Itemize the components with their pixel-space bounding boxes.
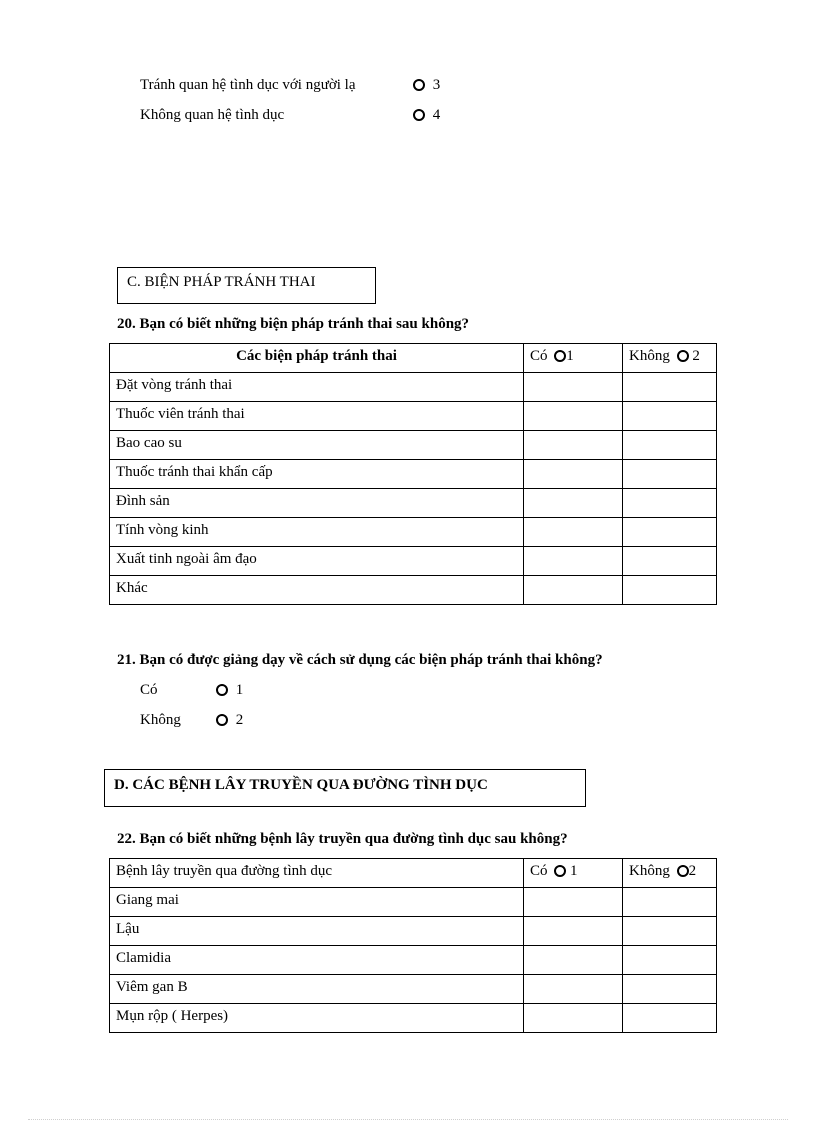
no-cell[interactable] — [623, 460, 717, 489]
question-20: 20. Bạn có biết những biện pháp tránh thai sau không? — [117, 316, 470, 332]
yes-cell[interactable] — [524, 489, 623, 518]
column-header-no — [623, 859, 717, 888]
radio-icon[interactable] — [413, 79, 425, 91]
no-cell[interactable] — [623, 547, 717, 576]
method-name: Tính vòng kinh — [110, 518, 524, 547]
contraception-table — [109, 343, 717, 605]
column-header-disease: Bệnh lây truyền qua đường tình dục — [110, 859, 524, 888]
table-row — [110, 518, 717, 547]
no-cell[interactable] — [623, 373, 717, 402]
no-code: 2 — [692, 348, 700, 364]
disease-name: Mụn rộp ( Herpes) — [110, 1004, 524, 1033]
method-name: Đặt vòng tránh thai — [110, 373, 524, 402]
no-cell[interactable] — [623, 431, 717, 460]
yes-cell[interactable] — [524, 946, 623, 975]
table-row — [110, 460, 717, 489]
option-code: 3 — [432, 77, 441, 93]
option-code-row[interactable] — [413, 107, 440, 124]
option-code: 1 — [235, 682, 244, 698]
no-cell[interactable] — [623, 946, 717, 975]
table-row — [110, 431, 717, 460]
table-row — [110, 547, 717, 576]
radio-icon[interactable] — [216, 684, 228, 696]
section-title: C. BIỆN PHÁP TRÁNH THAI — [127, 274, 316, 290]
column-header-yes — [524, 859, 623, 888]
option-no-sex — [140, 107, 284, 124]
table-row — [110, 888, 717, 917]
column-header-yes — [524, 344, 623, 373]
radio-icon — [554, 865, 566, 877]
table-header-row — [110, 859, 717, 888]
method-name: Khác — [110, 576, 524, 605]
yes-cell[interactable] — [524, 1004, 623, 1033]
radio-icon[interactable] — [216, 714, 228, 726]
no-cell[interactable] — [623, 518, 717, 547]
yes-cell[interactable] — [524, 460, 623, 489]
option-avoid-strangers — [140, 77, 356, 94]
table-row — [110, 373, 717, 402]
no-cell[interactable] — [623, 402, 717, 431]
yes-cell[interactable] — [524, 547, 623, 576]
no-label: Không — [629, 863, 670, 879]
section-d-heading — [104, 769, 586, 807]
yes-cell[interactable] — [524, 975, 623, 1004]
no-label: Không — [629, 348, 670, 364]
yes-cell[interactable] — [524, 373, 623, 402]
q21-option-no[interactable] — [216, 712, 243, 729]
table-header-row — [110, 344, 717, 373]
yes-cell[interactable] — [524, 917, 623, 946]
no-cell[interactable] — [623, 975, 717, 1004]
q21-option-label: Không — [140, 712, 181, 728]
yes-cell[interactable] — [524, 402, 623, 431]
question-22: 22. Bạn có biết những bệnh lây truyền qua đường tình dục sau không? — [117, 831, 568, 847]
method-name: Đình sản — [110, 489, 524, 518]
table-row — [110, 489, 717, 518]
column-header-no — [623, 344, 717, 373]
disease-name: Viêm gan B — [110, 975, 524, 1004]
option-code: 4 — [432, 107, 441, 123]
sti-table — [109, 858, 717, 1033]
q21-option-yes[interactable] — [216, 682, 243, 699]
radio-icon — [677, 350, 689, 362]
section-title: D. CÁC BỆNH LÂY TRUYỀN QUA ĐƯỜNG TÌNH DỤC — [114, 777, 488, 793]
yes-cell[interactable] — [524, 518, 623, 547]
column-header-method: Các biện pháp tránh thai — [110, 344, 524, 373]
table-row — [110, 917, 717, 946]
disease-name: Giang mai — [110, 888, 524, 917]
option-label: Không quan hệ tình dục — [140, 107, 285, 123]
table-row — [110, 402, 717, 431]
table-row — [110, 576, 717, 605]
yes-label: Có — [530, 348, 548, 364]
yes-cell[interactable] — [524, 431, 623, 460]
no-cell[interactable] — [623, 1004, 717, 1033]
method-name: Thuốc viên tránh thai — [110, 402, 524, 431]
option-code: 2 — [235, 712, 244, 728]
yes-label: Có — [530, 863, 548, 879]
option-label: Tránh quan hệ tình dục với người lạ — [140, 77, 356, 93]
disease-name: Lậu — [110, 917, 524, 946]
no-cell[interactable] — [623, 489, 717, 518]
question-21: 21. Bạn có được giảng dạy về cách sử dụng các biện pháp tránh thai không? — [117, 652, 603, 668]
q21-option-label: Có — [140, 682, 158, 698]
method-name: Xuất tinh ngoài âm đạo — [110, 547, 524, 576]
yes-code: 1 — [570, 863, 578, 879]
no-code: 2 — [688, 863, 697, 879]
option-code-row[interactable] — [413, 77, 440, 94]
section-c-heading — [117, 267, 376, 304]
radio-icon — [677, 865, 689, 877]
no-cell[interactable] — [623, 888, 717, 917]
radio-icon[interactable] — [413, 109, 425, 121]
yes-cell[interactable] — [524, 576, 623, 605]
table-row — [110, 946, 717, 975]
disease-name: Clamidia — [110, 946, 524, 975]
page-divider — [28, 1119, 788, 1120]
table-row — [110, 1004, 717, 1033]
method-name: Bao cao su — [110, 431, 524, 460]
no-cell[interactable] — [623, 576, 717, 605]
table-row — [110, 975, 717, 1004]
no-cell[interactable] — [623, 917, 717, 946]
method-name: Thuốc tránh thai khẩn cấp — [110, 460, 524, 489]
yes-code: 1 — [566, 348, 574, 364]
yes-cell[interactable] — [524, 888, 623, 917]
radio-icon — [554, 350, 566, 362]
